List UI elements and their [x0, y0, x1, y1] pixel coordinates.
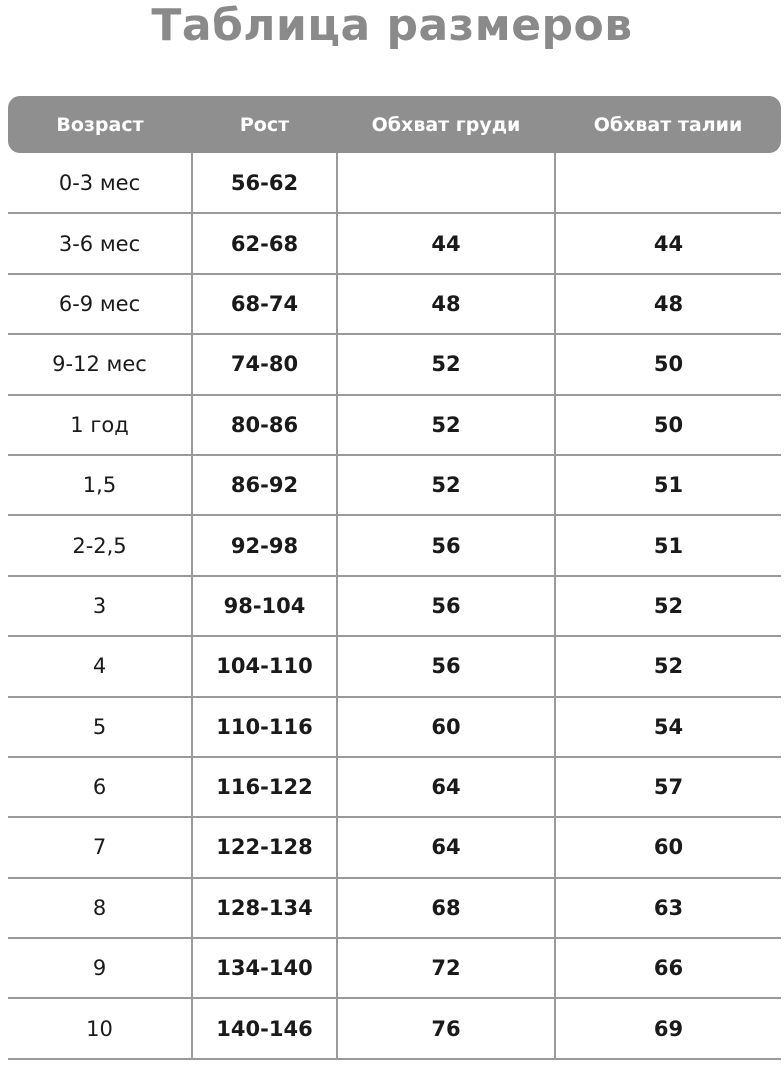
table-row	[8, 274, 781, 334]
cell-height: 68-74	[192, 274, 337, 334]
cell-age: 7	[8, 817, 192, 877]
cell-height: 140-146	[192, 998, 337, 1058]
cell-chest: 44	[337, 213, 555, 273]
cell-waist: 66	[555, 938, 781, 998]
cell-age: 8	[8, 878, 192, 938]
table-header	[8, 96, 781, 153]
cell-age: 9-12 мес	[8, 334, 192, 394]
cell-chest: 56	[337, 515, 555, 575]
cell-chest: 64	[337, 817, 555, 877]
cell-waist: 50	[555, 395, 781, 455]
cell-waist: 60	[555, 817, 781, 877]
table-row	[8, 998, 781, 1058]
table-row	[8, 153, 781, 213]
cell-height: 80-86	[192, 395, 337, 455]
table-row	[8, 455, 781, 515]
cell-height: 98-104	[192, 576, 337, 636]
cell-height: 56-62	[192, 153, 337, 213]
cell-chest: 60	[337, 697, 555, 757]
cell-height: 104-110	[192, 636, 337, 696]
table-row	[8, 938, 781, 998]
cell-age: 0-3 мес	[8, 153, 192, 213]
cell-age: 6-9 мес	[8, 274, 192, 334]
cell-chest: 56	[337, 636, 555, 696]
table-row	[8, 213, 781, 273]
cell-waist: 52	[555, 636, 781, 696]
cell-age: 1,5	[8, 455, 192, 515]
table-row	[8, 878, 781, 938]
cell-waist: 52	[555, 576, 781, 636]
table-body	[8, 153, 781, 1059]
cell-height: 62-68	[192, 213, 337, 273]
table-row	[8, 515, 781, 575]
table-row	[8, 576, 781, 636]
cell-waist: 57	[555, 757, 781, 817]
cell-height: 134-140	[192, 938, 337, 998]
cell-height: 122-128	[192, 817, 337, 877]
cell-waist: 50	[555, 334, 781, 394]
cell-age: 9	[8, 938, 192, 998]
cell-age: 10	[8, 998, 192, 1058]
size-table	[8, 96, 781, 1060]
cell-height: 92-98	[192, 515, 337, 575]
cell-age: 5	[8, 697, 192, 757]
cell-chest: 64	[337, 757, 555, 817]
cell-chest: 76	[337, 998, 555, 1058]
cell-waist: 69	[555, 998, 781, 1058]
cell-chest: 52	[337, 334, 555, 394]
table-row	[8, 817, 781, 877]
cell-chest: 68	[337, 878, 555, 938]
cell-waist: 51	[555, 455, 781, 515]
cell-age: 1 год	[8, 395, 192, 455]
cell-age: 4	[8, 636, 192, 696]
header-height: Рост	[192, 96, 337, 153]
cell-waist: 54	[555, 697, 781, 757]
page-title: Таблица размеров	[151, 0, 633, 51]
table-row	[8, 697, 781, 757]
cell-height: 74-80	[192, 334, 337, 394]
cell-waist: 51	[555, 515, 781, 575]
cell-chest: 56	[337, 576, 555, 636]
cell-chest: 72	[337, 938, 555, 998]
cell-age: 6	[8, 757, 192, 817]
cell-waist: 48	[555, 274, 781, 334]
header-age: Возраст	[8, 96, 192, 153]
cell-chest: 52	[337, 395, 555, 455]
table-row	[8, 395, 781, 455]
header-row	[8, 96, 781, 153]
table-row	[8, 757, 781, 817]
cell-waist: 63	[555, 878, 781, 938]
cell-age: 2-2,5	[8, 515, 192, 575]
header-chest: Обхват груди	[337, 96, 555, 153]
cell-waist	[555, 153, 781, 213]
header-waist: Обхват талии	[555, 96, 781, 153]
table-row	[8, 334, 781, 394]
cell-chest	[337, 153, 555, 213]
table-row	[8, 636, 781, 696]
cell-height: 116-122	[192, 757, 337, 817]
cell-chest: 48	[337, 274, 555, 334]
cell-height: 128-134	[192, 878, 337, 938]
cell-age: 3	[8, 576, 192, 636]
cell-waist: 44	[555, 213, 781, 273]
cell-age: 3-6 мес	[8, 213, 192, 273]
cell-chest: 52	[337, 455, 555, 515]
cell-height: 110-116	[192, 697, 337, 757]
cell-height: 86-92	[192, 455, 337, 515]
